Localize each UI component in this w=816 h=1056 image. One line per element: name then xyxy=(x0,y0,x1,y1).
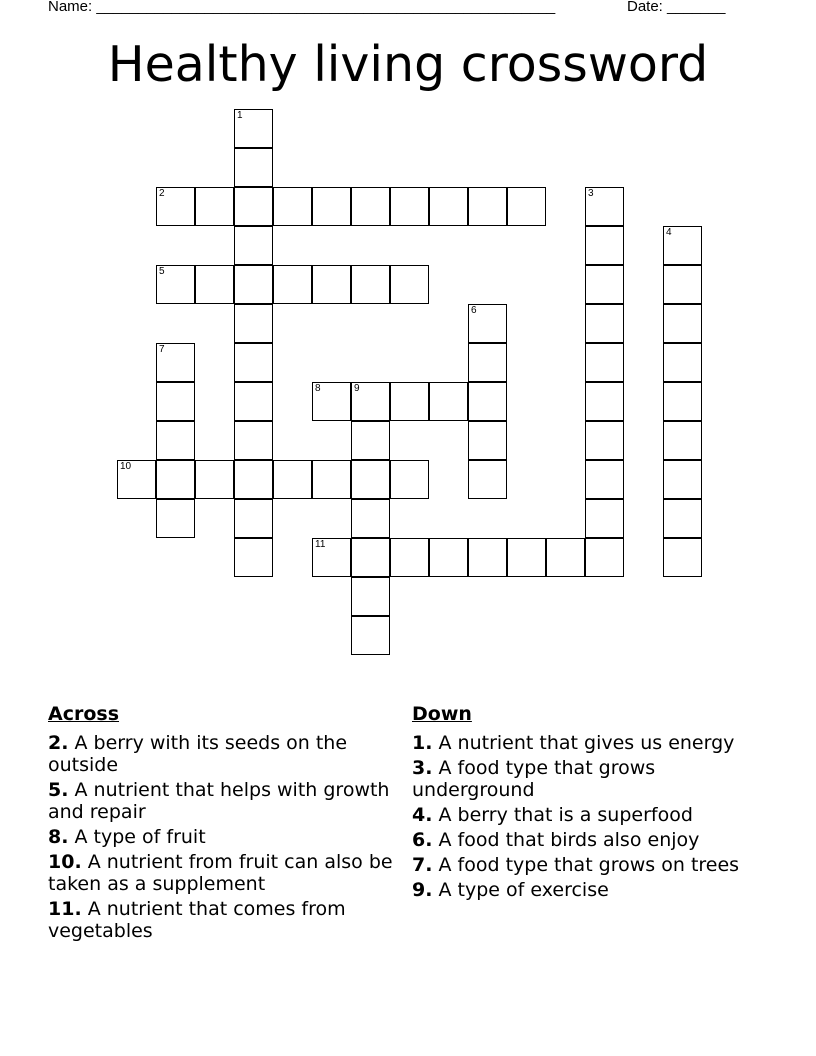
grid-cell[interactable] xyxy=(663,343,702,382)
grid-cell[interactable] xyxy=(468,343,507,382)
clue-across-11: 11. A nutrient that comes from vegetables xyxy=(48,898,346,942)
grid-cell[interactable] xyxy=(507,538,546,577)
grid-cell[interactable] xyxy=(312,460,351,499)
grid-cell[interactable] xyxy=(234,421,273,460)
cell-number: 7 xyxy=(159,344,165,355)
grid-cell[interactable] xyxy=(195,187,234,226)
grid-cell[interactable] xyxy=(468,421,507,460)
grid-cell[interactable] xyxy=(351,187,390,226)
grid-cell[interactable] xyxy=(312,187,351,226)
grid-cell[interactable] xyxy=(390,187,429,226)
grid-cell[interactable] xyxy=(507,187,546,226)
date-field[interactable]: Date: _______ xyxy=(627,0,726,15)
cell-number: 4 xyxy=(666,227,672,238)
grid-cell[interactable] xyxy=(663,265,702,304)
grid-cell[interactable] xyxy=(195,265,234,304)
grid-cell[interactable] xyxy=(273,460,312,499)
grid-cell[interactable] xyxy=(663,226,702,265)
grid-cell[interactable] xyxy=(663,460,702,499)
grid-cell[interactable] xyxy=(234,226,273,265)
grid-cell[interactable] xyxy=(663,499,702,538)
cell-number: 9 xyxy=(354,383,360,394)
grid-cell[interactable] xyxy=(234,499,273,538)
grid-cell[interactable] xyxy=(234,460,273,499)
grid-cell[interactable] xyxy=(585,382,624,421)
clue-down-7: 7. A food type that grows on trees xyxy=(412,854,740,876)
grid-cell[interactable] xyxy=(351,460,390,499)
clue-down-1: 1. A nutrient that gives us energy xyxy=(412,732,735,754)
page-title: Healthy living crossword xyxy=(107,36,709,93)
grid-cell[interactable] xyxy=(351,577,390,616)
grid-cell[interactable] xyxy=(351,499,390,538)
grid-cell[interactable] xyxy=(234,382,273,421)
grid-cell[interactable] xyxy=(156,382,195,421)
grid-cell[interactable] xyxy=(351,616,390,655)
grid-cell[interactable] xyxy=(156,499,195,538)
grid-cell[interactable] xyxy=(468,538,507,577)
cell-number: 5 xyxy=(159,266,165,277)
grid-cell[interactable] xyxy=(585,304,624,343)
grid-cell[interactable] xyxy=(663,421,702,460)
grid-cell[interactable] xyxy=(663,538,702,577)
grid-cell[interactable] xyxy=(312,382,351,421)
name-field[interactable]: Name: _______________________________________________________ xyxy=(48,0,556,15)
grid-cell[interactable] xyxy=(390,382,429,421)
grid-cell[interactable] xyxy=(234,148,273,187)
grid-cell[interactable] xyxy=(585,538,624,577)
grid-cell[interactable] xyxy=(585,226,624,265)
grid-cell[interactable] xyxy=(663,304,702,343)
grid-cell[interactable] xyxy=(390,460,429,499)
grid-cell[interactable] xyxy=(468,460,507,499)
grid-cell[interactable] xyxy=(585,499,624,538)
clue-across-8: 8. A type of fruit xyxy=(48,826,206,848)
grid-cell[interactable] xyxy=(390,265,429,304)
grid-cell[interactable] xyxy=(234,304,273,343)
grid-cell[interactable] xyxy=(156,265,195,304)
grid-cell[interactable] xyxy=(429,382,468,421)
across-clues xyxy=(48,703,398,945)
grid-cell[interactable] xyxy=(156,343,195,382)
grid-cell[interactable] xyxy=(234,343,273,382)
grid-cell[interactable] xyxy=(234,187,273,226)
grid-cell[interactable] xyxy=(468,304,507,343)
grid-cell[interactable] xyxy=(585,421,624,460)
grid-cell[interactable] xyxy=(156,460,195,499)
grid-cell[interactable] xyxy=(351,421,390,460)
clue-across-2: 2. A berry with its seeds on the outside xyxy=(48,732,348,776)
down-heading: Down xyxy=(412,703,472,725)
grid-cell[interactable] xyxy=(312,265,351,304)
clue-across-5: 5. A nutrient that helps with growth and repair xyxy=(48,779,390,823)
grid-cell[interactable] xyxy=(663,382,702,421)
grid-cell[interactable] xyxy=(585,460,624,499)
grid-cell[interactable] xyxy=(546,538,585,577)
across-heading: Across xyxy=(48,703,120,725)
grid-cell[interactable] xyxy=(390,538,429,577)
grid-cell[interactable] xyxy=(351,382,390,421)
clue-down-6: 6. A food that birds also enjoy xyxy=(412,829,700,851)
grid-cell[interactable] xyxy=(351,538,390,577)
grid-cell[interactable] xyxy=(429,538,468,577)
grid-cell[interactable] xyxy=(156,421,195,460)
grid-cell[interactable] xyxy=(273,187,312,226)
grid-cell[interactable] xyxy=(585,187,624,226)
grid-cell[interactable] xyxy=(351,265,390,304)
cell-number: 8 xyxy=(315,383,321,394)
grid-cell[interactable] xyxy=(156,187,195,226)
grid-cell[interactable] xyxy=(117,460,156,499)
grid-cell[interactable] xyxy=(585,343,624,382)
grid-cell[interactable] xyxy=(468,187,507,226)
cell-number: 3 xyxy=(588,188,594,199)
grid-cell[interactable] xyxy=(234,265,273,304)
grid-cell[interactable] xyxy=(234,109,273,148)
grid-cell[interactable] xyxy=(195,460,234,499)
cell-number: 2 xyxy=(159,188,165,199)
grid-cell[interactable] xyxy=(312,538,351,577)
cell-number: 1 xyxy=(237,110,243,121)
down-clues xyxy=(412,703,742,904)
clue-down-4: 4. A berry that is a superfood xyxy=(412,804,693,826)
grid-cell[interactable] xyxy=(429,187,468,226)
clue-down-9: 9. A type of exercise xyxy=(412,879,609,901)
clue-across-10: 10. A nutrient from fruit can also be taken as a supplement xyxy=(48,851,393,895)
cell-number: 10 xyxy=(120,461,132,472)
grid-cell[interactable] xyxy=(234,538,273,577)
cell-number: 11 xyxy=(315,539,326,550)
grid-cell[interactable] xyxy=(273,265,312,304)
clue-down-3: 3. A food type that grows underground xyxy=(412,757,656,801)
cell-number: 6 xyxy=(471,305,477,316)
grid-cell[interactable] xyxy=(585,265,624,304)
grid-cell[interactable] xyxy=(468,382,507,421)
